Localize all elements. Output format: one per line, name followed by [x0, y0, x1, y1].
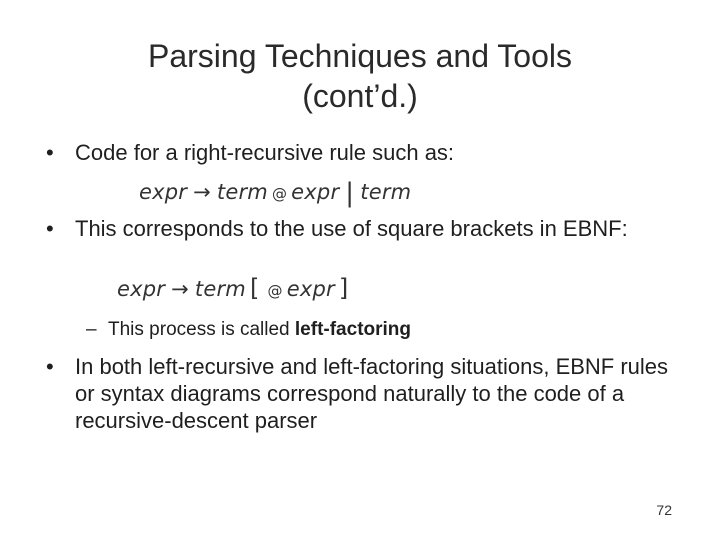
sub-bullet-left-factoring	[86, 317, 411, 343]
rule-term-alt: term	[360, 180, 412, 204]
sub-bullet-text	[108, 317, 411, 343]
page-number: 72	[656, 502, 672, 518]
rule-expr: expr	[291, 180, 340, 204]
rule-lhs: expr	[139, 180, 188, 204]
title-line-1: Parsing Techniques and Tools	[148, 38, 572, 74]
rule-lhs: expr	[117, 277, 166, 301]
bullet-square-brackets	[46, 215, 666, 242]
bullet-marker: •	[46, 216, 54, 241]
rule-term: term	[194, 277, 246, 301]
close-bracket: ]	[338, 274, 349, 302]
grammar-rule-right-recursive	[139, 176, 411, 206]
at-symbol: @	[271, 185, 288, 203]
bullet-right-recursive	[46, 139, 666, 166]
sub-bullet-plain: This process is called	[108, 319, 295, 340]
bullet-text: This corresponds to the use of square brackets in EBNF:	[75, 216, 628, 241]
arrow-icon: →	[171, 277, 189, 301]
bullet-recursive-descent	[46, 353, 686, 434]
bullet-marker: •	[46, 354, 54, 379]
bullet-marker: •	[46, 140, 54, 165]
sub-bullet-marker: –	[86, 319, 97, 340]
sub-bullet-bold: left-factoring	[294, 319, 412, 340]
alternation-bar: |	[345, 178, 355, 208]
bullet-text: In both left-recursive and left-factoring situations, EBNF rules or syntax diagrams correspond naturally to the code of a recursive-descent parser	[75, 354, 669, 433]
arrow-icon: →	[193, 180, 211, 204]
open-bracket: [	[249, 274, 260, 302]
bullet-text: Code for a right-recursive rule such as:	[75, 140, 455, 165]
rule-expr: expr	[286, 277, 335, 301]
at-symbol: @	[267, 282, 283, 300]
title-line-2: (cont’d.)	[302, 78, 418, 114]
grammar-rule-ebnf	[117, 274, 352, 302]
rule-term: term	[216, 180, 268, 204]
slide-title	[60, 36, 660, 116]
